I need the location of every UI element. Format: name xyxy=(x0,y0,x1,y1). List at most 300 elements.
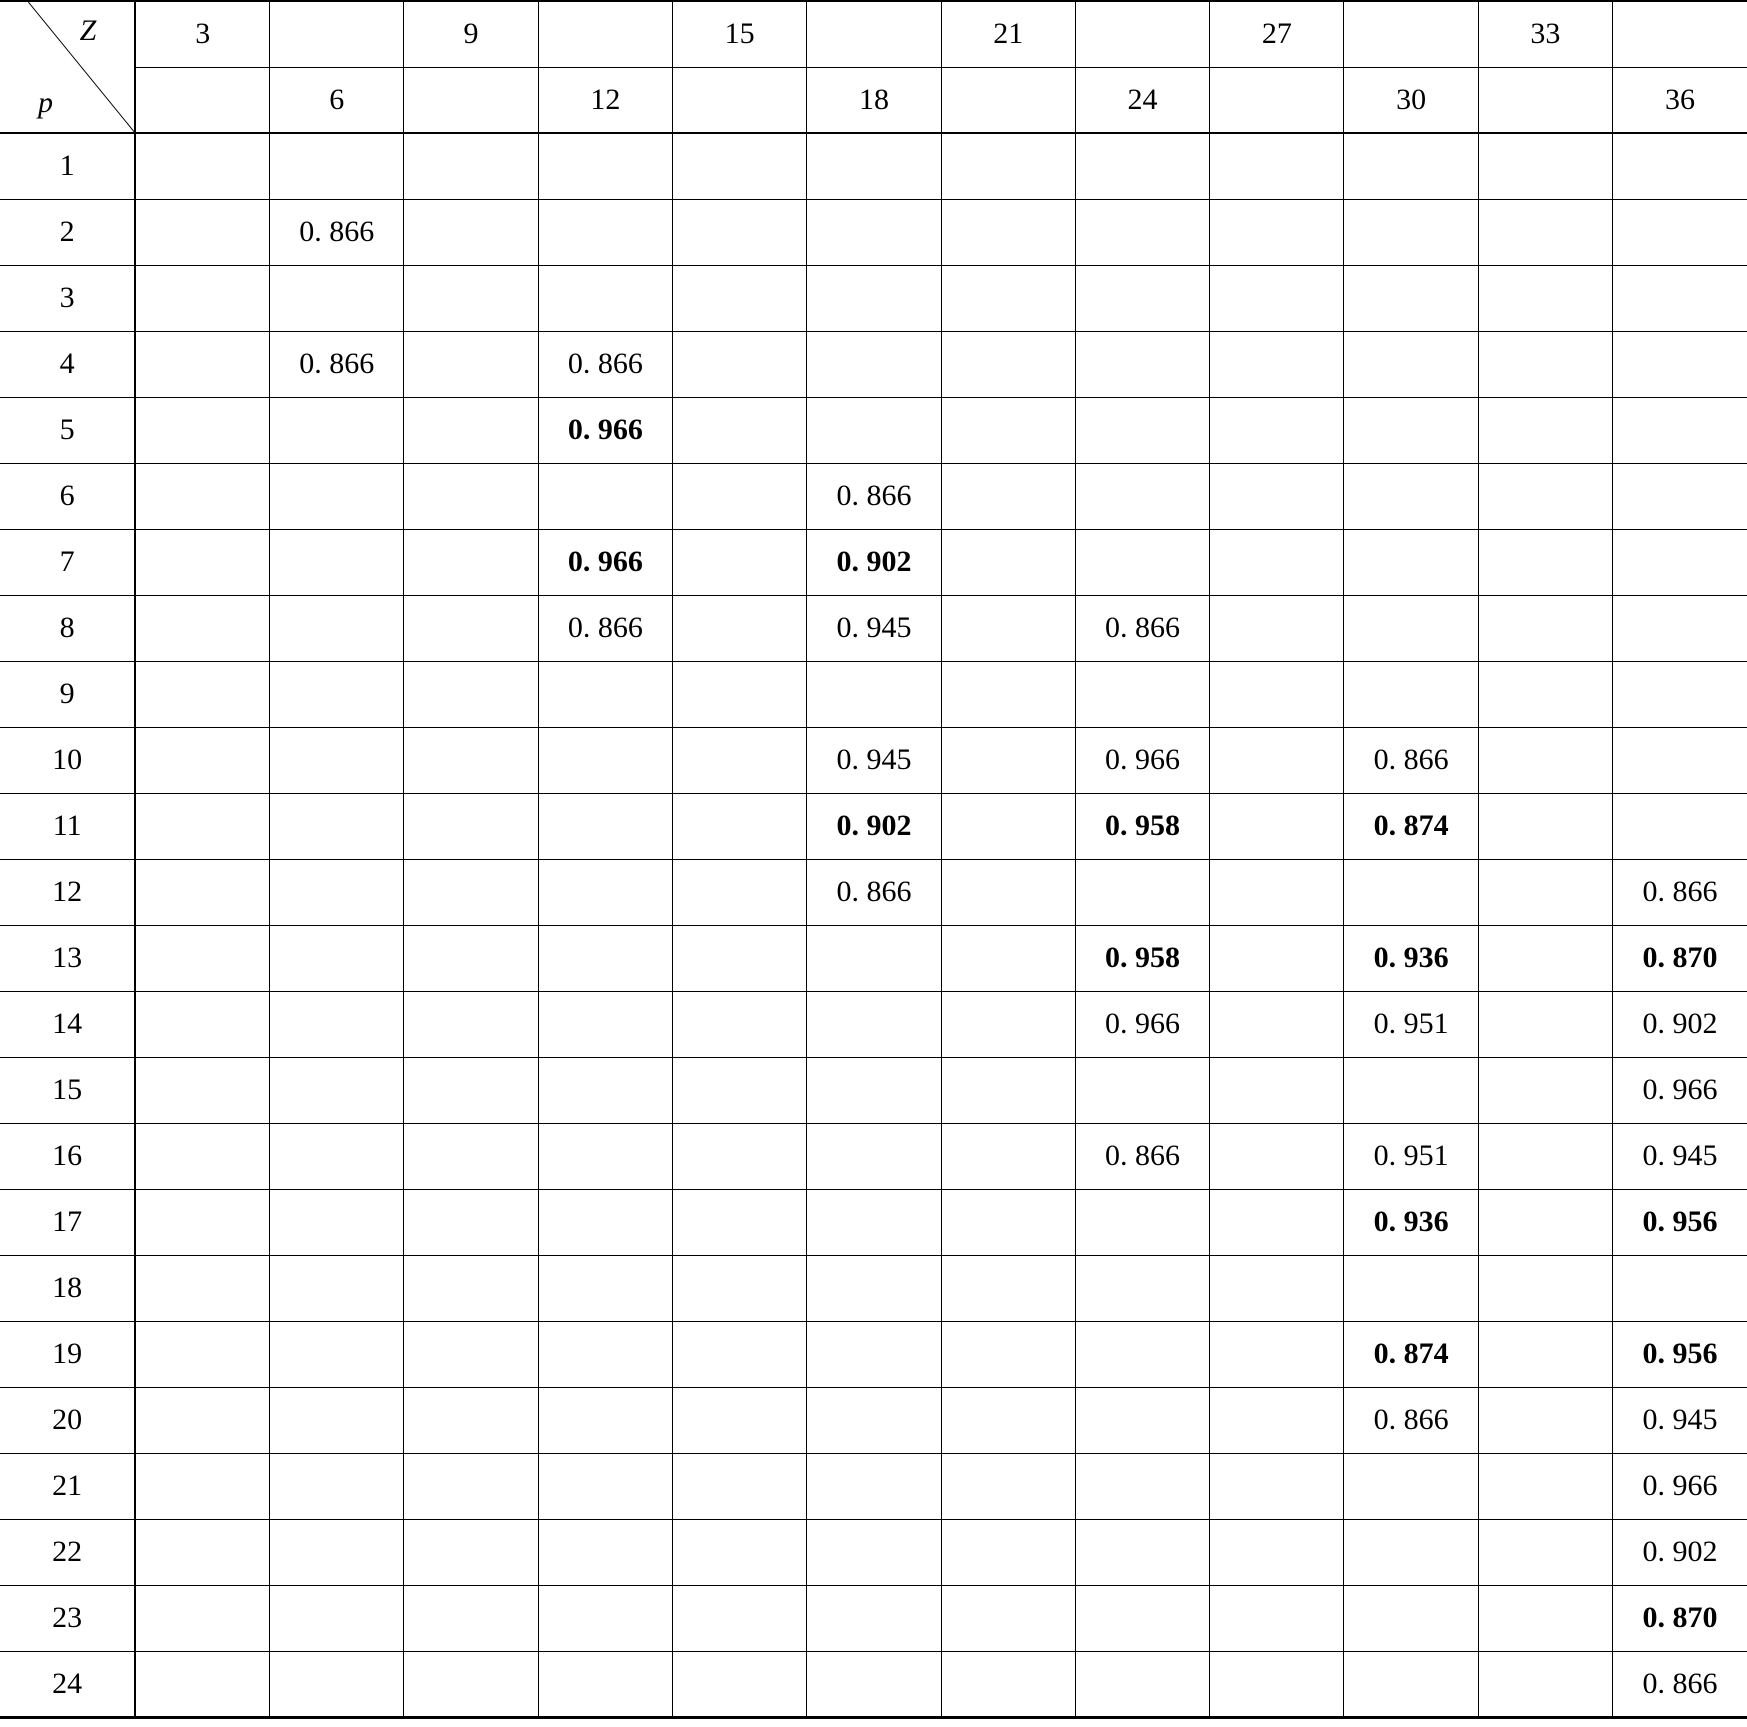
table-cell xyxy=(538,991,672,1057)
table-cell xyxy=(941,1585,1075,1651)
table-cell xyxy=(404,199,538,265)
table-cell xyxy=(941,1123,1075,1189)
table-cell xyxy=(1478,1453,1612,1519)
table-cell xyxy=(941,661,1075,727)
table-cell xyxy=(1344,661,1478,727)
table-row xyxy=(0,1453,1747,1519)
table-cell xyxy=(270,397,404,463)
table-cell xyxy=(673,331,807,397)
row-header-p: 11 xyxy=(0,793,135,859)
table-cell xyxy=(270,1453,404,1519)
table-cell xyxy=(135,529,269,595)
table-cell xyxy=(1210,463,1344,529)
table-cell xyxy=(673,1453,807,1519)
table-cell xyxy=(1210,1123,1344,1189)
table-cell: 0. 866 xyxy=(1075,595,1209,661)
col-header-bottom xyxy=(404,67,538,133)
table-cell xyxy=(807,1387,941,1453)
table-cell xyxy=(404,1651,538,1717)
header-row-top xyxy=(0,1,1747,67)
table-cell xyxy=(941,859,1075,925)
table-cell: 0. 866 xyxy=(807,859,941,925)
table-cell: 0. 966 xyxy=(538,397,672,463)
table-row xyxy=(0,133,1747,199)
row-header-p: 16 xyxy=(0,1123,135,1189)
table-cell xyxy=(941,397,1075,463)
table-cell xyxy=(1210,1585,1344,1651)
table-cell xyxy=(270,793,404,859)
col-header-bottom: 18 xyxy=(807,67,941,133)
table-cell xyxy=(673,1321,807,1387)
table-cell xyxy=(673,1387,807,1453)
table-cell: 0. 866 xyxy=(538,331,672,397)
table-row xyxy=(0,1255,1747,1321)
table-cell xyxy=(941,331,1075,397)
table-cell xyxy=(941,1189,1075,1255)
table-cell xyxy=(673,1585,807,1651)
table-cell xyxy=(807,199,941,265)
table-cell xyxy=(673,1123,807,1189)
table-cell xyxy=(1075,199,1209,265)
table-cell xyxy=(1478,133,1612,199)
table-row xyxy=(0,1387,1747,1453)
table-row xyxy=(0,463,1747,529)
table-cell xyxy=(807,991,941,1057)
table-cell xyxy=(538,1057,672,1123)
table-cell xyxy=(1344,1651,1478,1717)
table-cell xyxy=(1210,331,1344,397)
col-header-top: 15 xyxy=(673,1,807,67)
table-cell xyxy=(135,661,269,727)
table-cell xyxy=(1210,1321,1344,1387)
table-cell xyxy=(1344,1519,1478,1585)
row-header-p: 18 xyxy=(0,1255,135,1321)
table-cell xyxy=(1478,1519,1612,1585)
table-cell xyxy=(270,265,404,331)
table-cell xyxy=(1344,1585,1478,1651)
table-cell xyxy=(807,1453,941,1519)
table-cell xyxy=(1344,397,1478,463)
table-cell xyxy=(673,595,807,661)
table-row xyxy=(0,397,1747,463)
corner-diagonal-line xyxy=(0,2,134,132)
table-cell xyxy=(941,1057,1075,1123)
table-cell xyxy=(135,595,269,661)
table-cell xyxy=(673,1189,807,1255)
row-header-p: 21 xyxy=(0,1453,135,1519)
table-cell xyxy=(941,991,1075,1057)
table-cell xyxy=(538,1519,672,1585)
table-cell xyxy=(135,1189,269,1255)
table-cell xyxy=(673,199,807,265)
table-cell xyxy=(404,463,538,529)
table-cell: 0. 902 xyxy=(1613,991,1747,1057)
table-cell xyxy=(1478,1123,1612,1189)
table-cell: 0. 866 xyxy=(270,199,404,265)
table-cell xyxy=(673,1057,807,1123)
table-cell xyxy=(673,727,807,793)
row-header-p: 9 xyxy=(0,661,135,727)
table-cell xyxy=(1478,1255,1612,1321)
table-cell xyxy=(1210,1387,1344,1453)
table-cell xyxy=(135,1123,269,1189)
table-cell xyxy=(807,1519,941,1585)
table-cell xyxy=(941,1519,1075,1585)
table-cell xyxy=(135,1519,269,1585)
row-header-p: 20 xyxy=(0,1387,135,1453)
table-cell xyxy=(1344,133,1478,199)
table-cell xyxy=(135,925,269,991)
table-cell xyxy=(1613,199,1747,265)
table-cell xyxy=(1075,463,1209,529)
row-header-p: 12 xyxy=(0,859,135,925)
table-cell xyxy=(1478,463,1612,529)
table-cell xyxy=(538,1651,672,1717)
table-cell xyxy=(673,1255,807,1321)
table-cell xyxy=(673,265,807,331)
table-cell xyxy=(673,925,807,991)
table-cell xyxy=(1478,991,1612,1057)
table-row xyxy=(0,727,1747,793)
table-cell xyxy=(1478,199,1612,265)
table-cell xyxy=(1210,397,1344,463)
table-cell xyxy=(538,1453,672,1519)
table-cell: 0. 945 xyxy=(1613,1123,1747,1189)
row-header-p: 6 xyxy=(0,463,135,529)
table-cell xyxy=(807,1057,941,1123)
table-cell xyxy=(807,1255,941,1321)
table-cell xyxy=(673,859,807,925)
table-row xyxy=(0,331,1747,397)
table-cell xyxy=(1613,133,1747,199)
table-cell xyxy=(135,199,269,265)
table-cell xyxy=(1075,1453,1209,1519)
table-cell xyxy=(1478,859,1612,925)
table-cell xyxy=(1613,1255,1747,1321)
table-cell: 0. 945 xyxy=(807,595,941,661)
table-cell xyxy=(135,331,269,397)
table-row xyxy=(0,859,1747,925)
table-cell xyxy=(1075,1321,1209,1387)
table-cell xyxy=(1613,661,1747,727)
table-row xyxy=(0,1651,1747,1717)
table-cell xyxy=(1478,1585,1612,1651)
table-cell xyxy=(941,1453,1075,1519)
table-cell xyxy=(941,793,1075,859)
table-cell xyxy=(538,727,672,793)
table-cell xyxy=(1344,1453,1478,1519)
corner-label-p: p xyxy=(38,86,53,119)
table-cell xyxy=(404,265,538,331)
table-cell xyxy=(1344,1255,1478,1321)
table-cell: 0. 870 xyxy=(1613,1585,1747,1651)
table-cell xyxy=(941,265,1075,331)
table-cell xyxy=(404,925,538,991)
table-cell xyxy=(1210,793,1344,859)
table-cell xyxy=(1478,727,1612,793)
table-cell xyxy=(1478,595,1612,661)
table-cell xyxy=(538,1255,672,1321)
table-cell xyxy=(1478,1189,1612,1255)
table-row xyxy=(0,661,1747,727)
table-cell xyxy=(673,463,807,529)
table-row xyxy=(0,1585,1747,1651)
table-cell xyxy=(1478,925,1612,991)
col-header-top: 3 xyxy=(135,1,269,67)
table-cell xyxy=(807,265,941,331)
col-header-top: 21 xyxy=(941,1,1075,67)
table-cell xyxy=(135,793,269,859)
table-cell xyxy=(538,793,672,859)
table-cell xyxy=(1613,331,1747,397)
table-cell xyxy=(1075,529,1209,595)
row-header-p: 7 xyxy=(0,529,135,595)
table-cell xyxy=(1478,1387,1612,1453)
table-cell: 0. 956 xyxy=(1613,1321,1747,1387)
table-row xyxy=(0,1189,1747,1255)
table-row xyxy=(0,1057,1747,1123)
table-cell xyxy=(1075,1189,1209,1255)
table-cell xyxy=(135,1321,269,1387)
table-cell xyxy=(1075,133,1209,199)
table-row xyxy=(0,1123,1747,1189)
table-cell xyxy=(270,1321,404,1387)
table-cell xyxy=(941,1255,1075,1321)
table-cell xyxy=(1478,1651,1612,1717)
table-cell xyxy=(673,529,807,595)
table-cell xyxy=(1344,595,1478,661)
table-cell xyxy=(404,529,538,595)
header-row-bottom xyxy=(0,67,1747,133)
table-cell xyxy=(1478,265,1612,331)
table-cell xyxy=(1210,265,1344,331)
table-cell xyxy=(404,1321,538,1387)
table-cell xyxy=(1478,331,1612,397)
table-cell xyxy=(270,859,404,925)
table-cell: 0. 866 xyxy=(1613,1651,1747,1717)
table-cell xyxy=(1075,331,1209,397)
col-header-bottom: 6 xyxy=(270,67,404,133)
table-cell xyxy=(1210,529,1344,595)
table-cell xyxy=(538,1123,672,1189)
row-header-p: 3 xyxy=(0,265,135,331)
table-cell xyxy=(538,925,672,991)
table-cell xyxy=(135,1255,269,1321)
table-cell: 0. 951 xyxy=(1344,991,1478,1057)
table-cell xyxy=(1613,463,1747,529)
table-cell xyxy=(404,793,538,859)
table-cell xyxy=(404,595,538,661)
table-cell: 0. 866 xyxy=(1075,1123,1209,1189)
table-cell xyxy=(404,1387,538,1453)
table-cell xyxy=(404,1255,538,1321)
table-cell: 0. 958 xyxy=(1075,925,1209,991)
row-header-p: 19 xyxy=(0,1321,135,1387)
table-cell xyxy=(1613,529,1747,595)
row-header-p: 10 xyxy=(0,727,135,793)
table-cell xyxy=(1613,793,1747,859)
table-cell xyxy=(807,1321,941,1387)
col-header-top xyxy=(1075,1,1209,67)
table-cell xyxy=(1210,1519,1344,1585)
table-cell xyxy=(673,397,807,463)
row-header-p: 1 xyxy=(0,133,135,199)
table-cell xyxy=(538,1387,672,1453)
table-cell xyxy=(1344,463,1478,529)
table-cell xyxy=(1210,1189,1344,1255)
table-cell xyxy=(673,793,807,859)
table-cell xyxy=(538,1585,672,1651)
table-cell: 0. 945 xyxy=(1613,1387,1747,1453)
table-cell xyxy=(1613,397,1747,463)
table-cell xyxy=(404,859,538,925)
table-cell xyxy=(135,133,269,199)
table-row xyxy=(0,529,1747,595)
table-row xyxy=(0,1519,1747,1585)
table-cell xyxy=(135,397,269,463)
table-cell xyxy=(135,1387,269,1453)
table-cell xyxy=(807,1123,941,1189)
table-cell xyxy=(404,1585,538,1651)
table-cell xyxy=(1210,1057,1344,1123)
table-cell xyxy=(1613,265,1747,331)
table-cell: 0. 902 xyxy=(807,529,941,595)
table-cell xyxy=(404,727,538,793)
table-cell xyxy=(270,463,404,529)
table-cell xyxy=(538,661,672,727)
table-cell xyxy=(673,1651,807,1717)
table-cell xyxy=(270,661,404,727)
table-cell xyxy=(1075,661,1209,727)
table-cell xyxy=(1210,1651,1344,1717)
table-cell xyxy=(1613,727,1747,793)
col-header-bottom: 30 xyxy=(1344,67,1478,133)
table-cell: 0. 874 xyxy=(1344,1321,1478,1387)
table-cell xyxy=(1478,397,1612,463)
corner-label-z: Z xyxy=(79,14,97,47)
row-header-p: 22 xyxy=(0,1519,135,1585)
table-cell: 0. 966 xyxy=(1613,1057,1747,1123)
table-cell: 0. 866 xyxy=(538,595,672,661)
table-cell xyxy=(941,133,1075,199)
table-cell xyxy=(941,463,1075,529)
table-cell: 0. 866 xyxy=(270,331,404,397)
row-header-p: 5 xyxy=(0,397,135,463)
table-cell xyxy=(1210,859,1344,925)
col-header-bottom: 12 xyxy=(538,67,672,133)
table-cell: 0. 936 xyxy=(1344,925,1478,991)
table-cell xyxy=(404,1189,538,1255)
table-cell: 0. 874 xyxy=(1344,793,1478,859)
col-header-bottom: 36 xyxy=(1613,67,1747,133)
table-cell xyxy=(807,925,941,991)
col-header-bottom xyxy=(1478,67,1612,133)
table-cell xyxy=(941,1321,1075,1387)
table-cell: 0. 966 xyxy=(1075,991,1209,1057)
table-cell xyxy=(538,1189,672,1255)
table-cell xyxy=(270,1255,404,1321)
table-cell xyxy=(807,331,941,397)
table-cell xyxy=(1344,199,1478,265)
table-cell xyxy=(673,1519,807,1585)
table-cell xyxy=(270,595,404,661)
row-header-p: 15 xyxy=(0,1057,135,1123)
table-cell xyxy=(404,331,538,397)
col-header-top xyxy=(807,1,941,67)
corner-header-cell xyxy=(0,1,135,133)
table-cell: 0. 902 xyxy=(807,793,941,859)
table-cell xyxy=(1210,133,1344,199)
table-cell xyxy=(941,1387,1075,1453)
table-cell xyxy=(1210,595,1344,661)
table-cell: 0. 951 xyxy=(1344,1123,1478,1189)
table-cell: 0. 958 xyxy=(1075,793,1209,859)
col-header-top xyxy=(1613,1,1747,67)
col-header-bottom xyxy=(941,67,1075,133)
row-header-p: 13 xyxy=(0,925,135,991)
table-row xyxy=(0,265,1747,331)
table-cell xyxy=(270,1519,404,1585)
row-header-p: 8 xyxy=(0,595,135,661)
table-cell xyxy=(135,991,269,1057)
col-header-bottom xyxy=(673,67,807,133)
table-cell xyxy=(538,1321,672,1387)
table-cell xyxy=(941,199,1075,265)
table-cell xyxy=(673,991,807,1057)
table-cell xyxy=(404,1057,538,1123)
table-row xyxy=(0,793,1747,859)
table-cell xyxy=(1075,1255,1209,1321)
table-cell xyxy=(1210,1255,1344,1321)
row-header-p: 23 xyxy=(0,1585,135,1651)
table-cell xyxy=(135,1453,269,1519)
table-cell xyxy=(941,1651,1075,1717)
table-cell xyxy=(135,859,269,925)
table-cell xyxy=(1075,1651,1209,1717)
table-cell xyxy=(1478,1057,1612,1123)
table-cell xyxy=(1210,661,1344,727)
table-cell xyxy=(1344,331,1478,397)
table-cell: 0. 966 xyxy=(1075,727,1209,793)
table-cell xyxy=(135,1057,269,1123)
table-cell xyxy=(135,1651,269,1717)
table-cell xyxy=(404,1453,538,1519)
table-row xyxy=(0,1321,1747,1387)
table-row xyxy=(0,991,1747,1057)
table-cell xyxy=(673,133,807,199)
row-header-p: 4 xyxy=(0,331,135,397)
table-cell xyxy=(404,397,538,463)
table-cell: 0. 866 xyxy=(1344,727,1478,793)
table-cell xyxy=(135,265,269,331)
table-cell xyxy=(1075,397,1209,463)
table-cell xyxy=(135,1585,269,1651)
col-header-bottom: 24 xyxy=(1075,67,1209,133)
table-cell xyxy=(135,463,269,529)
table-cell xyxy=(1075,1519,1209,1585)
table-cell xyxy=(1210,727,1344,793)
table-cell xyxy=(807,1585,941,1651)
col-header-bottom xyxy=(1210,67,1344,133)
col-header-top: 9 xyxy=(404,1,538,67)
table-cell xyxy=(1613,595,1747,661)
table-cell xyxy=(807,1189,941,1255)
table-cell xyxy=(270,529,404,595)
table-cell xyxy=(270,925,404,991)
table-cell: 0. 902 xyxy=(1613,1519,1747,1585)
table-cell xyxy=(270,1189,404,1255)
table-cell xyxy=(1075,265,1209,331)
